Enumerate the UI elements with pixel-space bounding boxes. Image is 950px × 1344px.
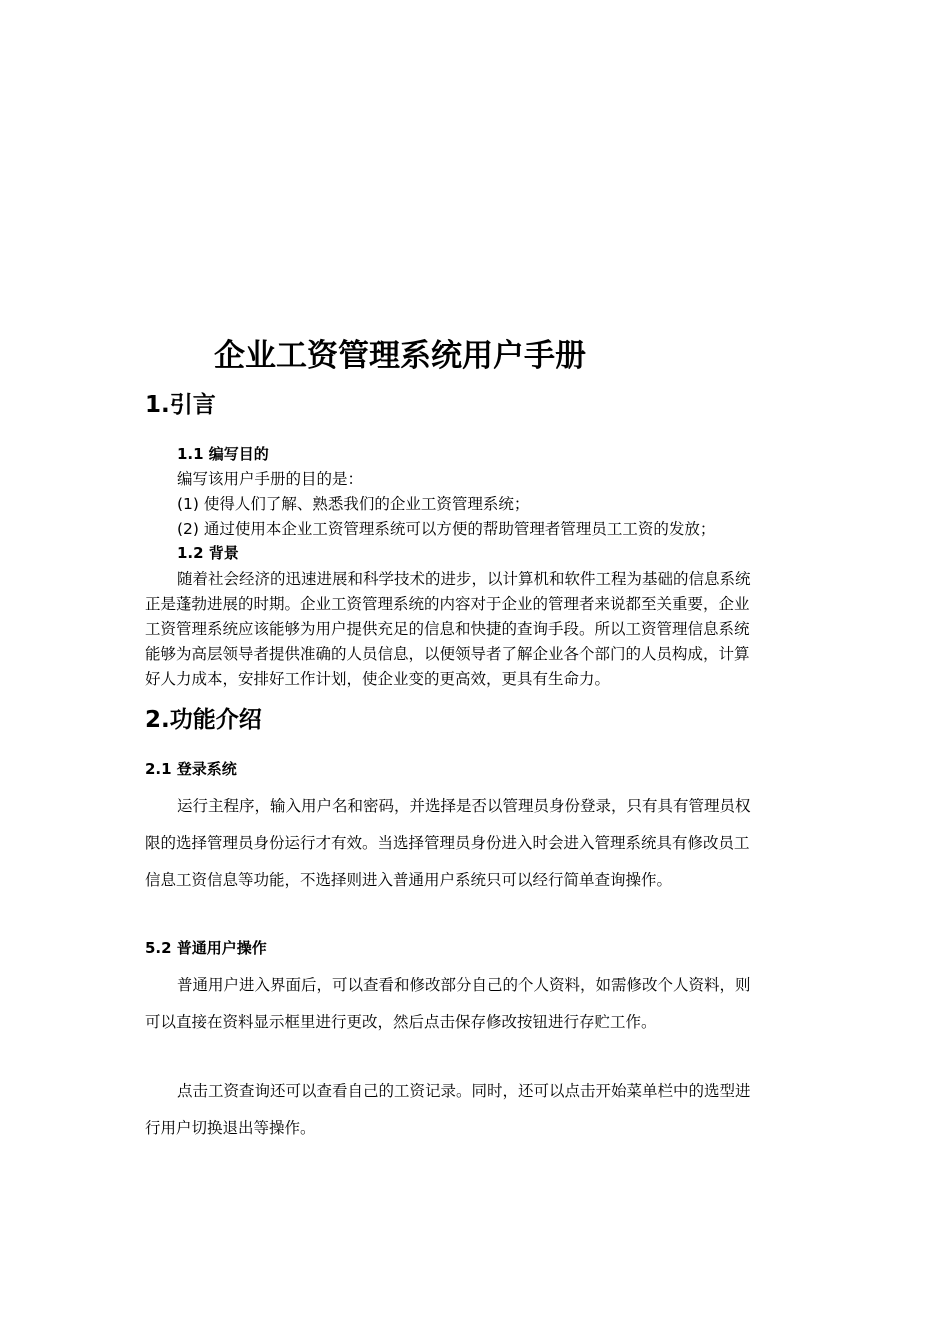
user-ops-line-3: 行用户切换退出等操作。 [145, 1119, 316, 1137]
subsection-heading-purpose: 1.1 编写目的 [177, 445, 269, 463]
background-line-4: 好人力成本，安排好工作计划，使企业变的更高效，更具有生命力。 [145, 670, 611, 688]
login-line-0: 运行主程序，输入用户名和密码，并选择是否以管理员身份登录，只有具有管理员权 [177, 797, 751, 815]
subsection-heading-background: 1.2 背景 [177, 544, 239, 562]
background-line-0: 随着社会经济的迅速进展和科学技术的进步，以计算机和软件工程为基础的信息系统 [177, 570, 751, 588]
document-title: 企业工资管理系统用户手册 [214, 338, 586, 374]
purpose-line-1: (1) 使得人们了解、熟悉我们的企业工资管理系统； [177, 495, 530, 513]
purpose-line-0: 编写该用户手册的目的是： [177, 470, 364, 488]
section-heading-features: 2.功能介绍 [145, 707, 262, 733]
section-heading-intro: 1.引言 [145, 392, 216, 418]
purpose-line-2: (2) 通过使用本企业工资管理系统可以方便的帮助管理者管理员工工资的发放； [177, 520, 716, 538]
subsection-heading-user-ops: 5.2 普通用户操作 [145, 939, 267, 957]
background-line-1: 正是蓬勃进展的时期。企业工资管理系统的内容对于企业的管理者来说都至关重要，企业 [145, 595, 750, 613]
background-line-2: 工资管理系统应该能够为用户提供充足的信息和快捷的查询手段。所以工资管理信息系统 [145, 620, 750, 638]
login-line-1: 限的选择管理员身份运行才有效。当选择管理员身份进入时会进入管理系统具有修改员工 [145, 834, 750, 852]
subsection-heading-login: 2.1 登录系统 [145, 760, 237, 778]
background-line-3: 能够为高层领导者提供准确的人员信息，以便领导者了解企业各个部门的人员构成，计算 [145, 645, 750, 663]
user-ops-line-2: 点击工资查询还可以查看自己的工资记录。同时，还可以点击开始菜单栏中的选型进 [177, 1082, 751, 1100]
user-ops-line-0: 普通用户进入界面后，可以查看和修改部分自己的个人资料，如需修改个人资料，则 [177, 976, 751, 994]
user-ops-line-1: 可以直接在资料显示框里进行更改，然后点击保存修改按钮进行存贮工作。 [145, 1013, 657, 1031]
login-line-2: 信息工资信息等功能，不选择则进入普通用户系统只可以经行简单查询操作。 [145, 871, 673, 889]
